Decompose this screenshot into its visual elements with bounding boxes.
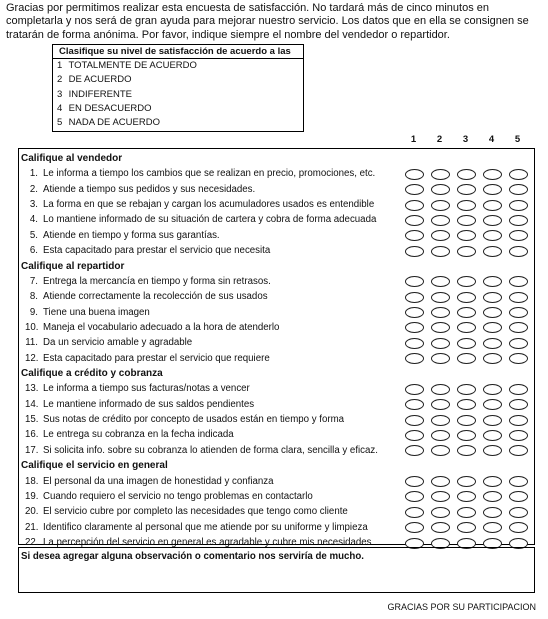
rating-option-3[interactable] [457,276,476,287]
rating-option-5[interactable] [509,230,528,241]
question-number: 10. [25,321,39,333]
question-text: La forma en que se rebajan y cargan los acumuladores usados es entendible [43,199,375,211]
rating-option-5[interactable] [509,430,528,441]
rating-option-5[interactable] [509,184,528,195]
rating-option-3[interactable] [457,338,476,349]
rating-option-5[interactable] [509,384,528,395]
rating-option-4[interactable] [483,184,502,195]
rating-option-4[interactable] [483,384,502,395]
question-row [25,245,270,256]
rating-option-4[interactable] [483,445,502,456]
rating-option-5[interactable] [509,307,528,318]
rating-option-4[interactable] [483,430,502,441]
rating-option-2[interactable] [431,246,450,257]
rating-option-3[interactable] [457,230,476,241]
rating-option-4[interactable] [483,522,502,533]
rating-option-4[interactable] [483,292,502,303]
footer-thanks: GRACIAS POR SU PARTICIPACION [387,602,536,612]
question-text: Esta capacitado para prestar el servicio que necesita [43,245,271,257]
question-number: 16. [25,429,39,441]
rating-column-headers [0,134,548,146]
rating-option-5[interactable] [509,169,528,180]
rating-option-1[interactable] [405,430,424,441]
scale-title: Clasifique su nivel de satisfacción de acuerdo a las [53,45,303,59]
question-text: Entrega la mercancía en tiempo y forma sin retrasos. [43,275,271,287]
question-row [25,184,255,195]
rating-option-1[interactable] [405,445,424,456]
rating-option-2[interactable] [431,307,450,318]
question-row [25,383,250,394]
comment-label: Si desea agregar alguna observación o comentario nos serviría de mucho. [21,551,364,562]
rating-option-3[interactable] [457,292,476,303]
rating-option-3[interactable] [457,445,476,456]
question-text: Maneja el vocabulario adecuado a la hora de atenderlo [43,321,280,333]
question-number: 1. [29,168,38,180]
rating-option-1[interactable] [405,292,424,303]
rating-option-3[interactable] [457,307,476,318]
rating-option-5[interactable] [509,491,528,502]
rating-option-4[interactable] [483,399,502,410]
question-text: El personal da una imagen de honestidad y confianza [43,475,274,487]
question-row [25,476,274,487]
rating-option-3[interactable] [457,507,476,518]
question-text: Lo mantiene informado de su situación de cartera y cobra de forma adecuada [43,214,377,226]
rating-option-3[interactable] [457,184,476,195]
question-number: 22. [25,537,39,548]
rating-option-2[interactable] [431,399,450,410]
rating-option-4[interactable] [483,307,502,318]
rating-column-2: 2 [436,134,443,145]
question-number: 2. [29,183,38,195]
comment-box[interactable] [18,547,535,593]
rating-option-2[interactable] [431,215,450,226]
question-text: Si solicita info. sobre su cobranza lo atienden de forma clara, sencilla y eficaz. [43,444,378,456]
rating-option-1[interactable] [405,322,424,333]
question-text: Atiende en tiempo y forma sus garantías. [43,229,220,241]
scale-num: 4 [57,102,63,114]
question-row [25,230,220,241]
question-text: Le informa a tiempo los cambios que se realizan en precio, promociones, etc. [43,168,376,180]
question-number: 9. [29,306,38,318]
rating-option-4[interactable] [483,276,502,287]
scale-item [53,73,303,87]
rating-option-3[interactable] [457,430,476,441]
question-row [25,337,192,348]
rating-option-2[interactable] [431,522,450,533]
rating-option-3[interactable] [457,200,476,211]
scale-item [53,59,303,73]
question-number: 3. [29,199,38,211]
rating-option-2[interactable] [431,184,450,195]
question-number: 12. [25,352,39,364]
question-number: 4. [29,214,38,226]
question-number: 21. [25,521,39,533]
rating-option-2[interactable] [431,476,450,487]
rating-option-2[interactable] [431,322,450,333]
question-number: 14. [25,398,39,410]
question-text: Cuando requiero el servicio no tengo problemas en contactarlo [43,490,313,502]
question-number: 5. [29,229,38,241]
question-text: Identifico claramente al personal que me atiende por su uniforme y limpieza [43,521,368,533]
rating-option-3[interactable] [457,353,476,364]
question-row [25,399,254,410]
question-text: Esta capacitado para prestar el servicio que requiere [43,352,270,364]
rating-option-5[interactable] [509,415,528,426]
scale-label: EN DESACUERDO [68,102,152,114]
rating-option-4[interactable] [483,322,502,333]
rating-option-4[interactable] [483,230,502,241]
question-text: La percepción del servicio en general es agradable y cubre mis necesidades [43,537,372,548]
rating-option-1[interactable] [405,338,424,349]
question-number: 17. [25,444,39,456]
question-number: 11. [25,337,38,349]
rating-option-1[interactable] [405,415,424,426]
question-number: 20. [25,506,39,518]
question-row [25,307,150,318]
rating-option-3[interactable] [457,169,476,180]
question-number: 15. [25,414,39,426]
rating-option-1[interactable] [405,246,424,257]
question-row [25,276,271,287]
rating-option-5[interactable] [509,476,528,487]
rating-option-5[interactable] [509,215,528,226]
rating-option-3[interactable] [457,399,476,410]
section-title: Califique al repartidor [21,260,125,272]
question-row [25,522,368,533]
question-text: Tiene una buena imagen [43,306,150,318]
rating-option-2[interactable] [431,415,450,426]
section-title: Califique el servicio en general [21,460,168,472]
rating-column-5: 5 [514,134,521,145]
scale-num: 3 [57,88,63,100]
question-text: El servicio cubre por completo las necesidades que tengo como cliente [43,506,348,518]
rating-option-3[interactable] [457,215,476,226]
rating-option-4[interactable] [483,246,502,257]
rating-option-1[interactable] [405,169,424,180]
rating-option-1[interactable] [405,476,424,487]
rating-option-2[interactable] [431,169,450,180]
rating-option-5[interactable] [509,353,528,364]
rating-option-1[interactable] [405,215,424,226]
rating-option-3[interactable] [457,476,476,487]
rating-option-2[interactable] [431,384,450,395]
rating-option-5[interactable] [509,507,528,518]
question-row [25,445,378,456]
question-row [25,414,344,425]
question-number: 13. [25,383,39,395]
rating-option-1[interactable] [405,276,424,287]
rating-option-3[interactable] [457,415,476,426]
rating-option-5[interactable] [509,445,528,456]
rating-option-1[interactable] [405,353,424,364]
rating-option-1[interactable] [405,200,424,211]
rating-option-4[interactable] [483,169,502,180]
question-row [25,491,313,502]
question-text: Sus notas de crédito por concepto de usados están en tiempo y forma [43,414,345,426]
question-text: Le informa a tiempo sus facturas/notas a vencer [43,383,250,395]
scale-label: DE ACUERDO [68,74,132,86]
rating-column-3: 3 [462,134,469,145]
rating-option-5[interactable] [509,522,528,533]
rating-option-1[interactable] [405,399,424,410]
rating-column-4: 4 [488,134,495,145]
section-title: Califique a crédito y cobranza [21,368,163,380]
rating-option-1[interactable] [405,384,424,395]
rating-option-4[interactable] [483,476,502,487]
rating-option-5[interactable] [509,338,528,349]
survey-questions-box [18,148,535,548]
scale-item [53,116,303,130]
rating-option-4[interactable] [483,491,502,502]
rating-option-1[interactable] [405,491,424,502]
question-number: 8. [29,291,38,303]
rating-option-2[interactable] [431,353,450,364]
rating-option-3[interactable] [457,491,476,502]
rating-option-2[interactable] [431,200,450,211]
rating-option-5[interactable] [509,200,528,211]
question-number: 18. [25,475,39,487]
question-row [25,506,348,517]
rating-option-4[interactable] [483,353,502,364]
rating-option-5[interactable] [509,322,528,333]
rating-option-1[interactable] [405,522,424,533]
scale-item [53,102,303,116]
question-number: 6. [29,245,38,257]
rating-option-1[interactable] [405,230,424,241]
rating-option-1[interactable] [405,507,424,518]
rating-option-5[interactable] [509,276,528,287]
scale-label: NADA DE ACUERDO [68,117,160,129]
rating-option-4[interactable] [483,215,502,226]
rating-option-2[interactable] [431,507,450,518]
rating-option-5[interactable] [509,246,528,257]
rating-option-2[interactable] [431,491,450,502]
rating-option-3[interactable] [457,384,476,395]
question-row [25,168,375,179]
scale-label: INDIFERENTE [68,88,132,100]
rating-scale-legend [52,44,304,132]
rating-option-4[interactable] [483,200,502,211]
rating-option-2[interactable] [431,338,450,349]
rating-option-2[interactable] [431,445,450,456]
question-text: Le entrega su cobranza en la fecha indicada [43,429,234,441]
question-row [25,199,374,210]
question-number: 19. [25,490,39,502]
rating-column-1: 1 [410,134,417,145]
rating-option-2[interactable] [431,292,450,303]
rating-option-1[interactable] [405,307,424,318]
question-row [25,429,234,440]
rating-option-4[interactable] [483,507,502,518]
rating-option-2[interactable] [431,430,450,441]
question-row [25,214,376,225]
question-row [25,291,268,302]
question-number: 7. [29,275,38,287]
scale-num: 2 [57,74,63,86]
rating-option-1[interactable] [405,184,424,195]
question-row [25,353,270,364]
rating-option-5[interactable] [509,292,528,303]
rating-option-4[interactable] [483,415,502,426]
rating-option-2[interactable] [431,230,450,241]
rating-option-3[interactable] [457,246,476,257]
question-text: Da un servicio amable y agradable [43,337,193,349]
question-text: Le mantiene informado de sus saldos pendientes [43,398,255,410]
rating-option-5[interactable] [509,399,528,410]
rating-option-3[interactable] [457,322,476,333]
scale-label: TOTALMENTE DE ACUERDO [68,60,197,71]
rating-option-3[interactable] [457,522,476,533]
section-title: Califique al vendedor [21,153,123,164]
question-text: Atiende correctamente la recolección de sus usados [43,291,268,303]
rating-option-4[interactable] [483,338,502,349]
scale-num: 1 [57,60,63,71]
scale-num: 5 [57,117,63,129]
question-text: Atiende a tiempo sus pedidos y sus necesidades. [43,183,256,195]
scale-item [53,88,303,102]
rating-option-2[interactable] [431,276,450,287]
intro-text: Gracias por permitimos realizar esta encuesta de satisfacción. No tardará más de cinco minutos en completarla y nos será de gran ayuda para mejorar nuestro servicio. Los datos que en ella se consignen se tratarán de forma anónima. Por favor, indique siempre el nombre del vendedor o repartidor. [6,2,529,41]
question-row [25,322,279,333]
